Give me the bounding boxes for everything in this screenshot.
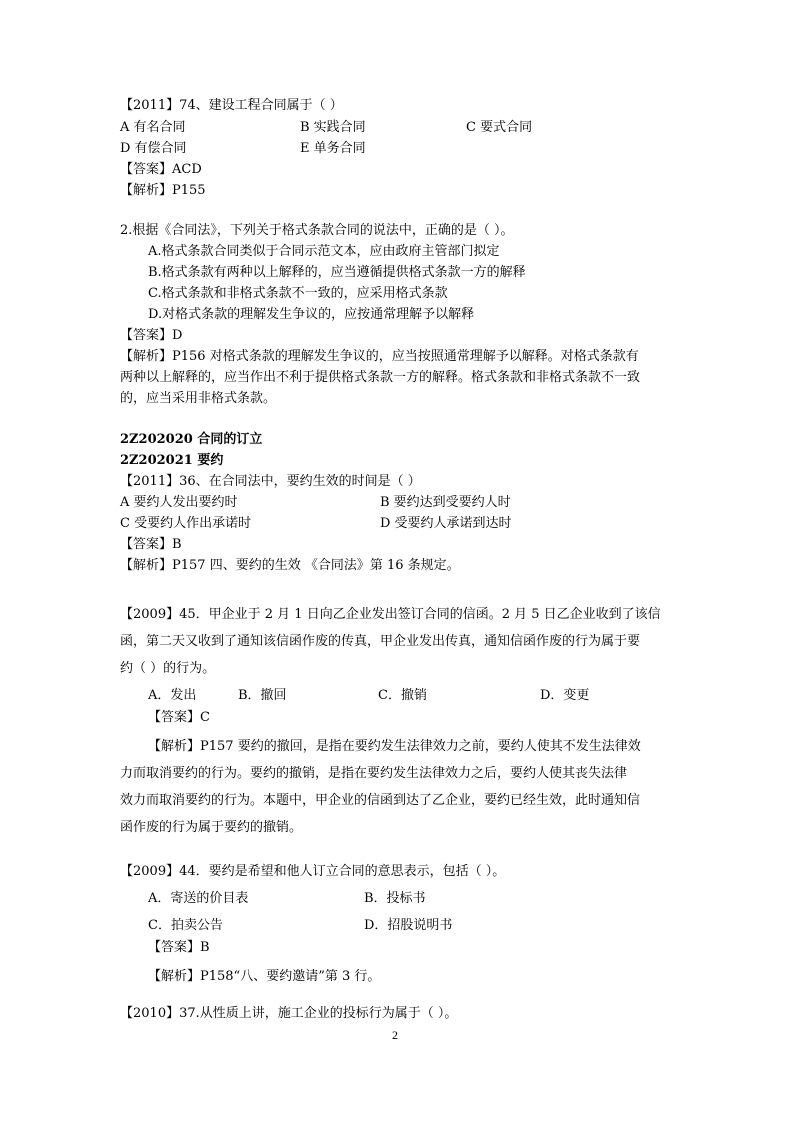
- q3-option-b: B 要约达到受要约人时: [380, 495, 511, 510]
- q3-analysis: 【解析】P157 四、要约的生效 《合同法》第 16 条规定。: [120, 558, 460, 573]
- q6-title: 【2010】37.从性质上讲，施工企业的投标行为属于（ ）。: [120, 1006, 458, 1021]
- q4-analysis-line-1: 【解析】P157 要约的撤回，是指在要约发生法律效力之前，要约人使其不发生法律效: [148, 739, 641, 754]
- q1-option-e: E 单务合同: [300, 141, 366, 156]
- q5-analysis: 【解析】P158“八、要约邀请”第 3 行。: [148, 969, 381, 984]
- q4-title-line-1: 【2009】45．甲企业于 2 月 1 日向乙企业发出签订合同的信函。2 月 5 日乙企业收到了该信: [120, 607, 661, 622]
- q4-title-line-2: 函，第二天又收到了通知该信函作废的传真，甲企业发出传真，通知信函作废的行为属于要: [120, 634, 641, 649]
- q4-analysis-line-2: 力而取消要约的行为。要约的撤销，是指在要约发生法律效力之后，要约人使其丧失法律: [120, 766, 628, 781]
- q3-option-a: A 要约人发出要约时: [120, 495, 238, 510]
- q3-option-d: D 受要约人承诺到达时: [380, 516, 512, 531]
- q2-option-b: B.格式条款有两种以上解释的，应当遵循提供格式条款一方的解释: [148, 265, 526, 280]
- page-number: 2: [392, 1028, 398, 1042]
- q5-title: 【2009】44．要约是希望和他人订立合同的意思表示，包括（ ）。: [120, 864, 506, 879]
- q5-answer: 【答案】B: [148, 940, 210, 955]
- q5-option-a: A．寄送的价目表: [148, 891, 249, 906]
- q1-option-a: A 有名合同: [120, 120, 186, 135]
- q5-option-d: D．招股说明书: [364, 918, 453, 933]
- q2-option-a: A.格式条款合同类似于合同示范文本，应由政府主管部门拟定: [148, 244, 500, 259]
- q3-option-c: C 受要约人作出承诺时: [120, 516, 252, 531]
- q1-option-b: B 实践合同: [300, 120, 366, 135]
- q3-answer: 【答案】B: [120, 537, 182, 552]
- q1-title: 【2011】74、建设工程合同属于（ ）: [120, 98, 343, 113]
- q4-option-d: D．变更: [540, 688, 590, 703]
- q1-analysis: 【解析】P155: [120, 183, 206, 198]
- q1-option-c: C 要式合同: [466, 120, 533, 135]
- q1-answer: 【答案】ACD: [120, 162, 202, 177]
- section-heading-2: 2Z202021 要约: [120, 453, 224, 468]
- q1-option-d: D 有偿合同: [120, 141, 187, 156]
- q4-analysis-line-4: 函作废的行为属于要约的撤销。: [120, 820, 303, 835]
- q4-option-a: A．发出: [148, 688, 197, 703]
- q2-option-d: D.对格式条款的理解发生争议的，应按通常理解予以解释: [148, 307, 475, 322]
- q5-option-b: B．投标书: [364, 891, 426, 906]
- q5-option-c: C．拍卖公告: [148, 918, 223, 933]
- q4-analysis-line-3: 效力而取消要约的行为。本题中，甲企业的信函到达了乙企业，要约已经生效，此时通知信: [120, 793, 641, 808]
- q2-analysis-line-3: 的，应当采用非格式条款。: [120, 391, 277, 406]
- q4-option-b: B．撤回: [238, 688, 287, 703]
- q3-title: 【2011】36、在合同法中，要约生效的时间是（ ）: [120, 474, 421, 489]
- q2-title: 2.根据《合同法》，下列关于格式条款合同的说法中，正确的是（ ）。: [120, 223, 514, 238]
- q4-title-line-3: 约（ ）的行为。: [120, 661, 216, 676]
- q4-answer: 【答案】C: [148, 710, 210, 725]
- q2-option-c: C.格式条款和非格式条款不一致的，应采用格式条款: [148, 286, 448, 301]
- q2-analysis-line-2: 两种以上解释的，应当作出不利于提供格式条款一方的解释。格式条款和非格式条款不一致: [120, 370, 641, 385]
- q4-option-c: C．撤销: [378, 688, 427, 703]
- q2-analysis-line-1: 【解析】P156 对格式条款的理解发生争议的，应当按照通常理解予以解释。对格式条款有: [120, 349, 639, 364]
- section-heading-1: 2Z202020 合同的订立: [120, 432, 263, 447]
- q2-answer: 【答案】D: [120, 328, 183, 343]
